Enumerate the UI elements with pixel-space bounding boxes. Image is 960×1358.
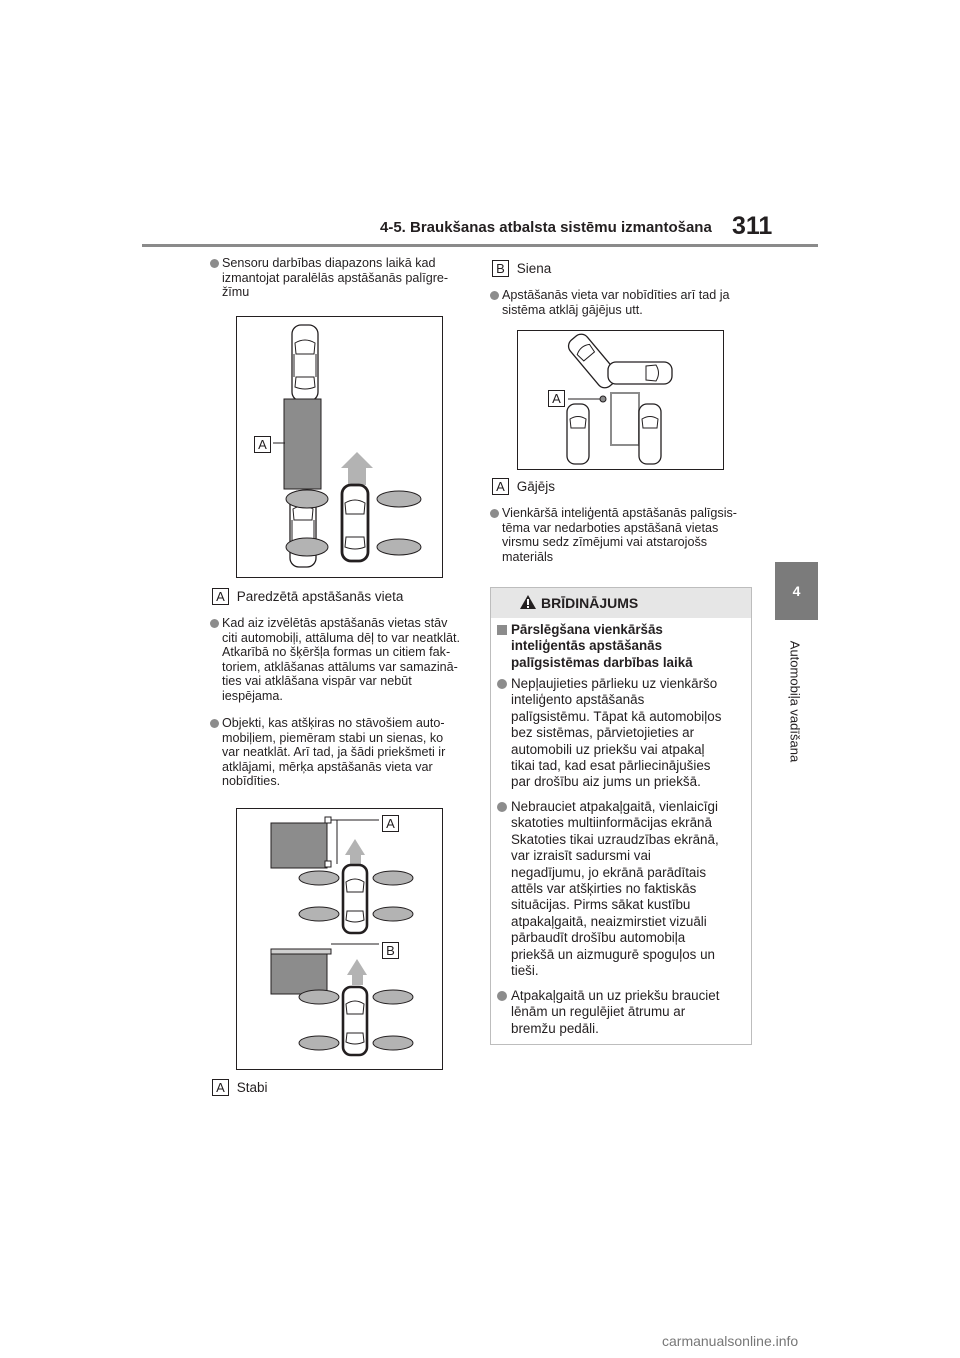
- warning-box: [490, 587, 752, 1045]
- label-a: A: [382, 815, 399, 832]
- warning-title: BRĪDINĀJUMS: [541, 595, 639, 611]
- warning-paragraph-3: Atpakaļgaitā un uz priekšu brauciet lēnām un regulējiet ātrumu ar bremžu pedāli.: [497, 988, 747, 1040]
- warning-paragraph-2: Nebrauciet atpakaļgaitā, vienlaicīgi skatoties multiinformācijas ekrānā Skatoties tikai uzraudzības ekrānā, var izraisīt sadursmi vai negadījumu, jo ekrānā parādītais attēls var atšķirties no faktiskās situācijas. Pirms sākat kustību atpakaļgaitā, neaizmirstiet vizuāli pārbaudīt drošību automobiļa priekšā un aizmugurē spoguļos un tieši.: [497, 799, 747, 981]
- label-b: B: [382, 942, 399, 959]
- figure-parking-space: [236, 316, 443, 578]
- warning-header: [491, 588, 751, 618]
- bullet-cars-behind: Kad aiz izvēlētās apstāšanās vietas stāv citi automobiļi, attāluma dēļ to var neatklāt. Atkarībā no šķēršļa formas un citiem fak- toriem, atklāšanas attālums var samazinā- ties vai atklāšana vispār var nebūt iespējama.: [210, 616, 485, 706]
- label-a: A: [548, 390, 565, 407]
- bullet-sensor-range: Sensoru darbības diapazons laikā kad izmantojat paralēlās apstāšanās palīgre- žīmu: [210, 256, 480, 304]
- bullet-dot-icon: [490, 291, 499, 300]
- caption-poles: A Stabi: [212, 1079, 268, 1096]
- bullet-dot-icon: [210, 719, 219, 728]
- caption-wall: B Siena: [492, 260, 551, 277]
- bullet-dot-icon: [497, 802, 507, 812]
- figure-pedestrian: [517, 330, 724, 470]
- bullet-objects: Objekti, kas atšķiras no stāvošiem auto- mobiļiem, piemēram stabi un sienas, ko var neatklāt. Arī tad, ja šādi priekšmeti ir atklājami, mērķa apstāšanās vieta var nobīdīties.: [210, 716, 485, 792]
- bullet-dot-icon: [210, 619, 219, 628]
- warning-triangle-icon: [519, 594, 537, 610]
- figure-poles-walls: [236, 808, 443, 1070]
- bullet-dot-icon: [497, 991, 507, 1001]
- label-a: A: [254, 436, 271, 453]
- section-title: 4-5. Braukšanas atbalsta sistēmu izmantošana: [380, 219, 712, 236]
- bullet-dot-icon: [497, 679, 507, 689]
- header-rule: [142, 244, 818, 247]
- chapter-label: Automobiļa vadīšana: [787, 640, 803, 763]
- bullet-surface: Vienkāršā inteliģentā apstāšanās palīgsis- tēma var nedarboties apstāšanā vietas virsmu sedz zīmējumi vai atstarojošs materiāls: [490, 506, 760, 566]
- caption-pedestrian: A Gājējs: [492, 478, 555, 495]
- warning-paragraph-1: Nepļaujieties pārlieku uz vienkāršo inteliģento apstāšanās palīgsistēmu. Tāpat kā automobiļos bez sistēmas, pārvietojieties ar automobili uz priekšu vai atpakaļ tikai tad, kad esat pārliecinājušies par drošību aiz jums un priekšā.: [497, 676, 747, 792]
- bullet-dot-icon: [490, 509, 499, 518]
- warning-heading: Pārslēgšana vienkāršās inteliģentās apstāšanās palīgsistēmas darbības laikā: [497, 622, 747, 672]
- chapter-tab[interactable]: 4: [775, 562, 818, 620]
- poles-walls-diagram: [237, 809, 442, 1069]
- square-bullet-icon: [497, 625, 507, 635]
- page-number: 311: [732, 212, 773, 240]
- bullet-pedestrians: Apstāšanās vieta var nobīdīties arī tad ja sistēma atklāj gājējus utt.: [490, 288, 760, 320]
- bullet-dot-icon: [210, 259, 219, 268]
- caption-parking-space: A Paredzētā apstāšanās vieta: [212, 588, 403, 605]
- watermark: carmanualsonline.info: [662, 1333, 799, 1349]
